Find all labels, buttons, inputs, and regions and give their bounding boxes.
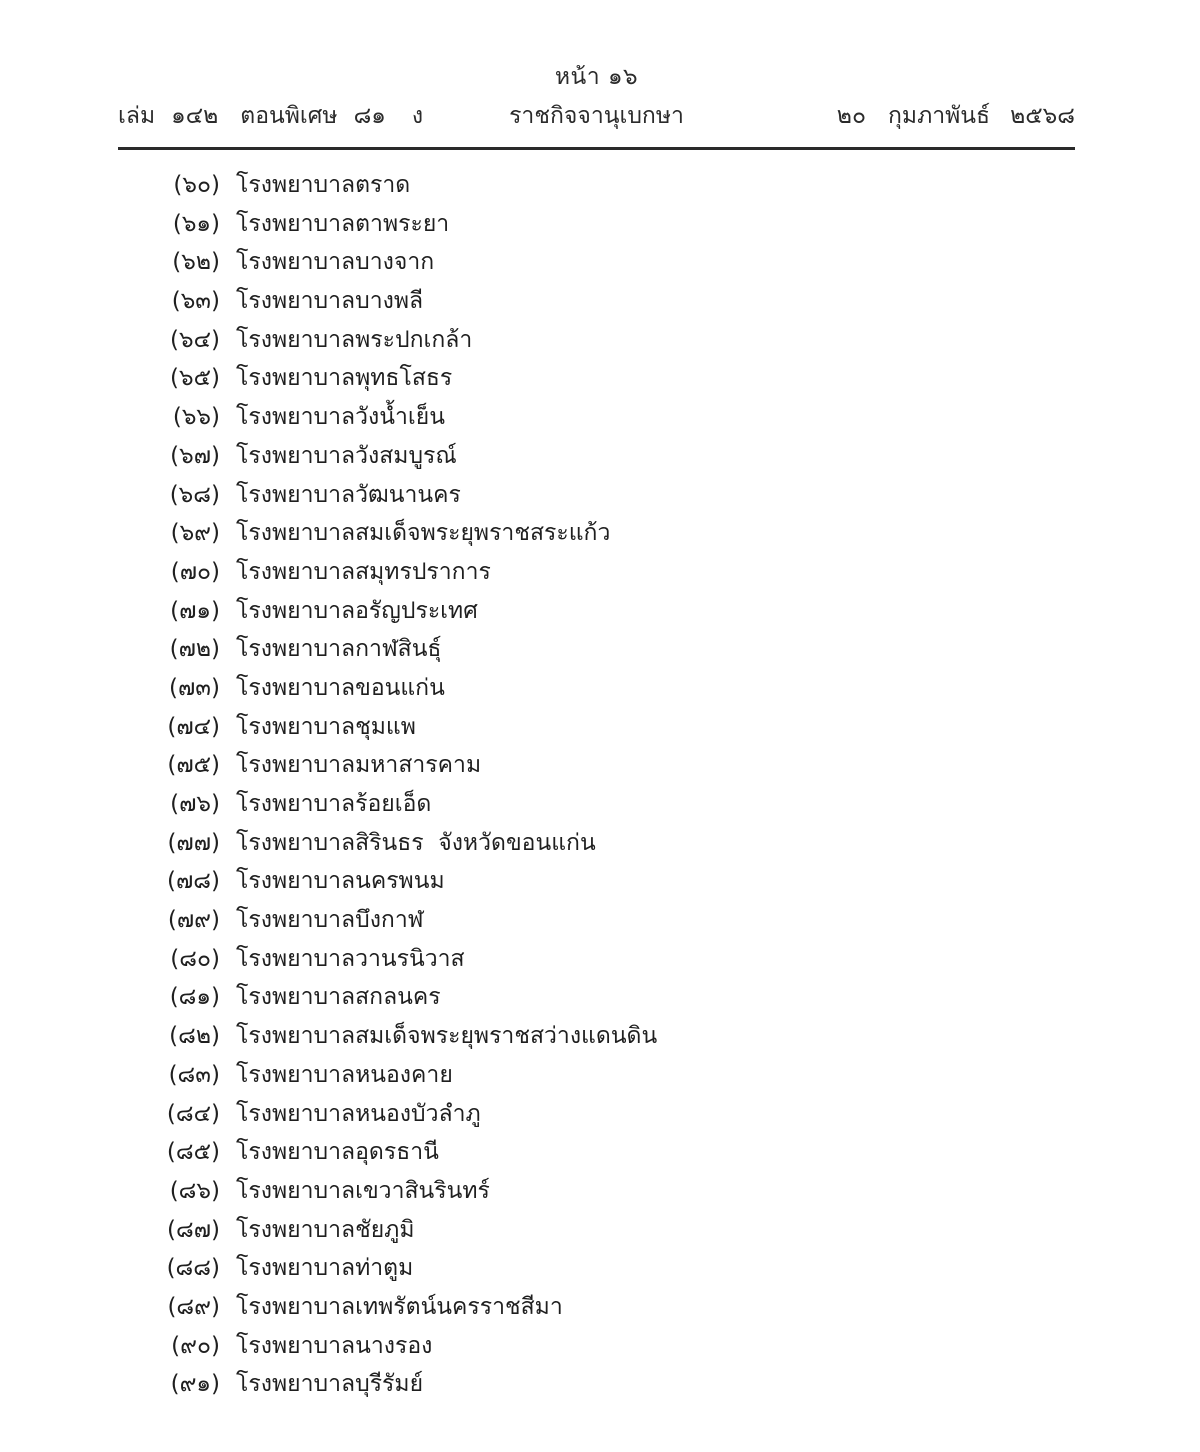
list-item <box>118 321 1098 360</box>
list-item <box>118 398 1098 437</box>
list-item-label: โรงพยาบาลบึงกาฬ <box>236 907 424 934</box>
list-item <box>118 630 1098 669</box>
list-item-label: โรงพยาบาลสกลนคร <box>236 984 441 1011</box>
list-item-number: (๗๗) <box>167 829 220 856</box>
list-item <box>118 282 1098 321</box>
list-item-number: (๖๙) <box>170 520 220 547</box>
list-item-number: (๘๓) <box>168 1061 220 1088</box>
list-item-label: โรงพยาบาลกาฬสินธุ์ <box>236 636 442 663</box>
list-item-label: โรงพยาบาลร้อยเอ็ด <box>236 791 432 817</box>
list-item-number: (๘๐) <box>170 945 220 972</box>
list-item <box>118 746 1098 785</box>
hospital-list <box>118 166 1098 1404</box>
list-item-label: โรงพยาบาลบางพลี <box>236 288 424 315</box>
list-item-number: (๗๑) <box>170 597 220 624</box>
list-item-number: (๖๘) <box>169 481 220 508</box>
list-item-number: (๘๖) <box>169 1177 220 1204</box>
list-item-label: โรงพยาบาลท่าตูม <box>236 1255 414 1282</box>
list-item-label: โรงพยาบาลชัยภูมิ <box>236 1216 415 1243</box>
page-number-line: หน้า ๑๖ <box>554 64 639 90</box>
list-item-label: โรงพยาบาลวัฒนานคร <box>236 481 461 508</box>
list-item-number: (๗๒) <box>169 636 220 663</box>
list-item-label: โรงพยาบาลนางรอง <box>236 1332 433 1359</box>
special-issue-label: ตอนพิเศษ <box>240 103 338 129</box>
list-item-number: (๘๗) <box>167 1216 220 1243</box>
date-year: ๒๕๖๘ <box>1010 103 1075 129</box>
list-item-label: โรงพยาบาลวังสมบูรณ์ <box>236 442 457 469</box>
masthead-date-group <box>837 100 1075 132</box>
list-item-number: (๘๑) <box>169 984 220 1011</box>
list-item-number: (๗๘) <box>167 868 220 895</box>
list-item-label: โรงพยาบาลสมเด็จพระยุพราชสระแก้ว <box>236 520 611 547</box>
list-item <box>118 1017 1098 1056</box>
list-item <box>118 1327 1098 1366</box>
list-item <box>118 1249 1098 1288</box>
list-item-number: (๖๕) <box>170 365 220 392</box>
list-item-label: โรงพยาบาลชุมแพ <box>236 713 416 740</box>
list-item <box>118 243 1098 282</box>
list-item-label: โรงพยาบาลอุดรธานี <box>236 1139 439 1166</box>
section-letter: ง <box>411 103 424 129</box>
list-item-number: (๘๘) <box>166 1255 220 1282</box>
list-item <box>118 901 1098 940</box>
list-item <box>118 1095 1098 1134</box>
list-item-number: (๙๑) <box>170 1371 220 1398</box>
list-item <box>118 785 1098 824</box>
list-item-label: โรงพยาบาลวังน้ำเย็น <box>236 404 445 431</box>
list-item-label: โรงพยาบาลอรัญประเทศ <box>236 597 478 624</box>
list-item-number: (๗๐) <box>170 558 220 585</box>
list-item-number: (๖๖) <box>172 404 220 431</box>
list-item-label: โรงพยาบาลหนองบัวลำภู <box>236 1100 481 1127</box>
date-day: ๒๐ <box>836 103 866 129</box>
list-item-label: โรงพยาบาลนครพนม <box>236 868 445 895</box>
list-item-label: โรงพยาบาลสมุทรปราการ <box>236 558 491 585</box>
list-item <box>118 708 1098 747</box>
list-item <box>118 1211 1098 1250</box>
list-item-number: (๙๐) <box>171 1332 220 1359</box>
list-item-number: (๖๐) <box>173 172 220 198</box>
list-item <box>118 1172 1098 1211</box>
masthead-left-group <box>118 100 423 132</box>
list-item-number: (๗๓) <box>169 674 220 701</box>
list-item-number: (๖๒) <box>172 249 220 276</box>
list-item <box>118 1133 1098 1172</box>
list-item-label: โรงพยาบาลตาพระยา <box>236 210 450 237</box>
list-item-number: (๘๒) <box>169 1023 220 1050</box>
list-item-label: โรงพยาบาลสมเด็จพระยุพราชสว่างแดนดิน <box>236 1023 658 1050</box>
list-item <box>118 476 1098 515</box>
masthead-divider <box>118 147 1075 150</box>
list-item-label: โรงพยาบาลขอนแก่น <box>236 674 445 701</box>
list-item-number: (๖๑) <box>172 210 220 237</box>
list-item-label: โรงพยาบาลวานรนิวาส <box>236 945 465 972</box>
list-item-number: (๘๕) <box>166 1139 220 1166</box>
list-item <box>118 359 1098 398</box>
list-item <box>118 514 1098 553</box>
volume-label: เล่ม <box>118 103 156 129</box>
list-item <box>118 940 1098 979</box>
list-item <box>118 1365 1098 1404</box>
list-item <box>118 205 1098 244</box>
list-item <box>118 1288 1098 1327</box>
list-item <box>118 437 1098 476</box>
list-item-number: (๗๕) <box>167 752 220 779</box>
list-item-label: โรงพยาบาลบางจาก <box>236 249 435 276</box>
special-issue-value: ๘๑ <box>353 103 386 129</box>
list-item-number: (๘๙) <box>167 1293 220 1320</box>
list-item-label: โรงพยาบาลพุทธโสธร <box>236 365 453 392</box>
list-item-label: โรงพยาบาลมหาสารคาม <box>236 752 482 779</box>
list-item-number: (๖๓) <box>171 288 220 315</box>
list-item <box>118 1056 1098 1095</box>
list-item <box>118 862 1098 901</box>
list-item <box>118 553 1098 592</box>
list-item-number: (๗๔) <box>167 713 220 740</box>
list-item-label: โรงพยาบาลหนองคาย <box>236 1061 453 1088</box>
list-item-number: (๖๗) <box>170 442 220 469</box>
list-item-label: โรงพยาบาลพระปกเกล้า <box>236 326 473 353</box>
list-item-number: (๗๙) <box>167 907 220 934</box>
list-item <box>118 669 1098 708</box>
page-masthead <box>118 62 1075 132</box>
volume-value: ๑๔๒ <box>171 103 219 129</box>
list-item <box>118 978 1098 1017</box>
list-item-number: (๗๖) <box>170 791 220 817</box>
list-item-number: (๖๔) <box>170 326 220 353</box>
list-item <box>118 166 1098 205</box>
list-item-label: โรงพยาบาลเทพรัตน์นครราชสีมา <box>236 1293 563 1320</box>
list-item-number: (๘๔) <box>166 1100 220 1127</box>
list-item-label: โรงพยาบาลบุรีรัมย์ <box>236 1371 424 1398</box>
list-item-label: โรงพยาบาลตราด <box>236 172 411 198</box>
list-item-label: โรงพยาบาลสิรินธร จังหวัดขอนแก่น <box>236 829 596 856</box>
list-item-label: โรงพยาบาลเขวาสินรินทร์ <box>236 1177 490 1204</box>
masthead-row <box>118 100 1075 132</box>
gazette-name: ราชกิจจานุเบกษา <box>509 103 684 129</box>
list-item <box>118 824 1098 863</box>
date-month: กุมภาพันธ์ <box>887 103 991 129</box>
list-item <box>118 592 1098 631</box>
